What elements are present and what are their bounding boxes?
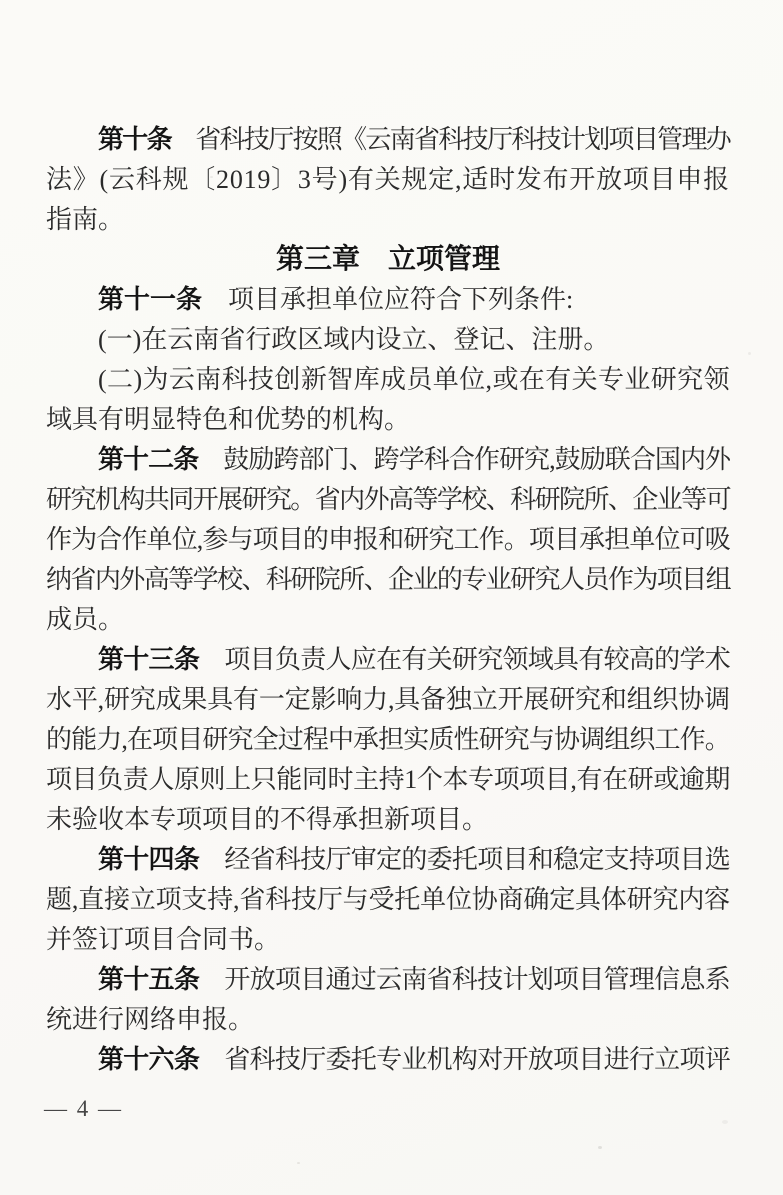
scan-speckle	[748, 352, 751, 355]
article-number: 第三章 立项管理	[275, 244, 500, 275]
text-segment: 的能力,在项目研究全过程中承担实质性研究与协调组织工作。	[46, 725, 730, 754]
article-number: 第十三条	[98, 645, 200, 674]
text-line	[46, 840, 730, 880]
text-segment: 项目承担单位应符合下列条件:	[202, 285, 574, 314]
chapter-heading	[46, 240, 730, 280]
scan-speckle	[297, 1162, 300, 1164]
text-line	[46, 280, 730, 320]
scan-speckle	[598, 1146, 602, 1149]
text-line	[46, 520, 730, 560]
text-segment: 经省科技厅审定的委托项目和稳定支持项目选	[199, 845, 731, 874]
text-line	[46, 360, 730, 400]
text-segment: 题,直接立项支持,省科技厅与受托单位协商确定具体研究内容	[46, 885, 730, 914]
text-line	[46, 160, 730, 200]
document-body	[46, 120, 730, 1080]
text-segment: 并签订项目合同书。	[46, 925, 281, 954]
text-segment: 作为合作单位,参与项目的申报和研究工作。项目承担单位可吸	[46, 525, 730, 554]
text-segment: 水平,研究成果具有一定影响力,具备独立开展研究和组织协调	[46, 685, 730, 714]
text-segment: 省科技厅按照《云南省科技厅科技计划项目管理办	[170, 125, 731, 154]
text-segment: 省科技厅委托专业机构对开放项目进行立项评	[199, 1045, 731, 1074]
text-segment: 域具有明显特色和优势的机构。	[46, 405, 411, 434]
text-line	[46, 880, 730, 920]
text-line	[46, 480, 730, 520]
text-line	[46, 1000, 730, 1040]
scan-speckle	[722, 1120, 728, 1124]
article-number: 第十一条	[98, 285, 203, 314]
article-number: 第十四条	[98, 845, 200, 874]
text-segment: 鼓励跨部门、跨学科合作研究,鼓励联合国内外	[198, 445, 731, 474]
text-line	[46, 320, 730, 360]
text-segment: 统进行网络申报。	[46, 1005, 255, 1034]
text-line	[46, 200, 730, 240]
scan-speckle	[210, 176, 213, 178]
article-number: 第十条	[98, 125, 171, 154]
text-line	[46, 440, 730, 480]
text-line	[46, 720, 730, 760]
text-line	[46, 800, 730, 840]
text-segment: 指南。	[46, 205, 125, 234]
text-segment: 成员。	[46, 605, 125, 634]
article-number: 第十六条	[98, 1045, 200, 1074]
text-line	[46, 960, 730, 1000]
text-line	[46, 560, 730, 600]
article-number: 第十五条	[98, 965, 200, 994]
text-segment: 开放项目通过云南省科技计划项目管理信息系	[199, 965, 731, 994]
text-line	[46, 920, 730, 960]
text-line	[46, 1040, 730, 1080]
text-segment: 纳省内外高等学校、科研院所、企业的专业研究人员作为项目组	[46, 565, 731, 594]
text-line	[46, 680, 730, 720]
page-number: — 4 —	[44, 1096, 123, 1121]
text-segment: 研究机构共同开展研究。省内外高等学校、科研院所、企业等可	[46, 485, 731, 514]
text-segment: 项目负责人应在有关研究领域具有较高的学术	[199, 645, 731, 674]
text-segment: (一)在云南省行政区域内设立、登记、注册。	[98, 325, 610, 354]
text-segment: 法》(云科规〔2019〕3号)有关规定,适时发布开放项目申报	[46, 165, 730, 194]
text-segment: (二)为云南科技创新智库成员单位,或在有关专业研究领	[98, 365, 730, 394]
text-segment: 项目负责人原则上只能同时主持1个本专项项目,有在研或逾期	[46, 765, 731, 794]
text-line	[46, 600, 730, 640]
text-line	[46, 760, 730, 800]
text-line	[46, 640, 730, 680]
text-line	[46, 400, 730, 440]
text-line	[46, 120, 730, 160]
text-segment: 未验收本专项项目的不得承担新项目。	[46, 805, 489, 834]
article-number: 第十二条	[98, 445, 199, 474]
